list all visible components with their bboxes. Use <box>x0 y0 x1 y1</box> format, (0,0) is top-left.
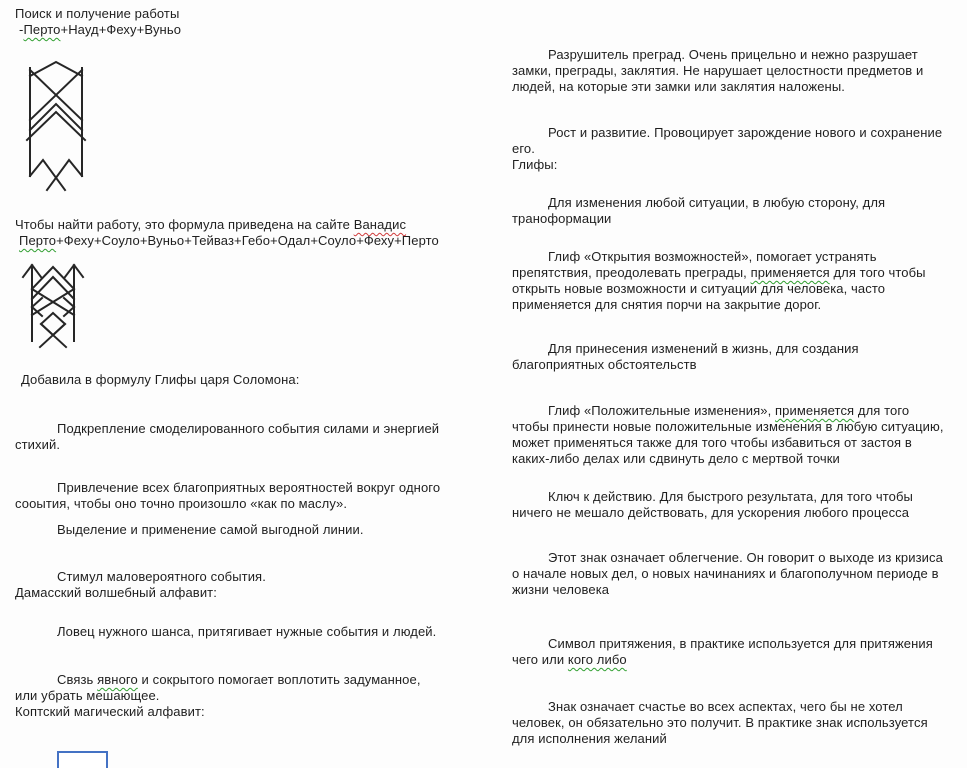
paragraph-rost: Рост и развитие. Провоцирует зарождение нового и сохранение его. <box>512 125 943 156</box>
spellcheck-word-yavnogo: явного <box>97 672 138 687</box>
svyaz-pre: Связь <box>57 672 98 687</box>
simvol-pre: Символ притяжения, в практике используется для притяжения чего или <box>512 636 933 667</box>
site-formula-paragraph <box>15 217 445 249</box>
damask-alphabet-line: Дамасский волшебный алфавит: <box>15 585 217 600</box>
spellcheck-word-kogo-libo: кого либо <box>567 652 627 667</box>
right-column <box>512 47 949 747</box>
paragraph-schastye: Знак означает счастье во всех аспектах, чего бы не хотел человек, он обязательно это получит. В практике знак используется для исполнения желаний <box>512 699 928 746</box>
glif-polozh-post: для того чтобы принести новые положительные изменения в любую ситуацию, может применяться также для того чтобы избавиться от застоя в каких-либо делах или сдвинуть дело с мертвой точки <box>512 403 944 466</box>
glif-otkr-post: для того чтобы открыть новые возможности и ситуации для человека, часто применяется для снятия порчи на закрытие дорог. <box>512 265 926 312</box>
glif-polozh-pre: Глиф «Положительные изменения», <box>548 403 776 418</box>
glif-otkr-pre: Глиф «Открытия возможностей», помогает устранять препятствия, преодолевать преграды, <box>512 249 877 280</box>
coptic-alphabet-line: Коптский магический алфавит: <box>15 704 205 719</box>
added-glyphs-line: Добавила в формулу Глифы царя Соломона: <box>21 372 300 387</box>
paragraph-videlenie: Выделение и применение самой выгодной линии. <box>57 522 364 537</box>
paragraph-lovec: Ловец нужного шанса, притягивает нужные события и людей. <box>57 624 437 639</box>
formula1-prefix: - <box>19 22 24 37</box>
formula1-rest: +Науд+Феху+Вуньо <box>60 22 182 37</box>
rune-formula-1 <box>15 22 445 38</box>
paragraph-klyuch: Ключ к действию. Для быстрого результата, для того чтобы ничего не мешало действовать, для ускорения любого процесса <box>512 489 913 520</box>
page-title: Поиск и получение работы <box>15 6 180 21</box>
paragraph-razrushitel: Разрушитель преград. Очень прицельно и нежно разрушает замки, преграды, заклятия. Не нарушает целостности предметов и людей, на которые эти замки или заклятия наложены. <box>512 47 924 94</box>
paragraph-stimul: Стимул маловероятного события. <box>57 569 266 584</box>
paragraph-svyaz <box>15 672 445 704</box>
spellcheck-word-perto-2: Перто <box>19 233 57 248</box>
paragraph-glif-otkrytiya <box>512 249 949 313</box>
bindrune-job-search-image <box>25 58 87 196</box>
spellcheck-word-primenyaetsya-2: применяется <box>775 403 855 418</box>
paragraph-prinesenie: Для принесения изменений в жизнь, для создания благоприятных обстоятельств <box>512 341 859 372</box>
paragraph-izmeneniya: Для изменения любой ситуации, в любую сторону, для траноформации <box>512 195 886 226</box>
formula2 <box>15 233 439 248</box>
paragraph-privlechenie: Привлечение всех благоприятных вероятностей вокруг одного сооытия, чтобы оно точно произошло «как по маслу». <box>15 480 441 511</box>
glyphs-label: Глифы: <box>512 157 558 172</box>
spellcheck-word-primenyaetsya-1: применяется <box>750 265 830 280</box>
paragraph-oblegchenie: Этот знак означает облегчение. Он говорит о выходе из кризиса о начале новых дел, о новых начинаниях и благополучном периоде в жизни человека <box>512 550 943 597</box>
paragraph-simvol-prityazheniya <box>512 636 949 668</box>
paragraph-podkreplenie: Подкрепление смоделированного события силами и энергией стихий. <box>15 421 440 452</box>
bindrune-vanadis-formula-image <box>20 257 90 349</box>
svyaz-post: и сокрытого помогает воплотить задуманное, или убрать мешающее. <box>15 672 421 703</box>
formula2-rest: +Феху+Соуло+Вуньо+Тейваз+Гебо+Одал+Соуло+Феху+Перто <box>56 233 439 248</box>
site-line-pre: Чтобы найти работу, это формула приведена на сайте <box>15 217 354 232</box>
spellcheck-word-perto: Перто <box>23 22 61 37</box>
spellcheck-word-vanadis: Ванадис <box>353 217 407 232</box>
paragraph-glif-polozhitelnye <box>512 403 949 467</box>
partial-image-placeholder <box>57 751 108 768</box>
left-column <box>15 6 445 720</box>
